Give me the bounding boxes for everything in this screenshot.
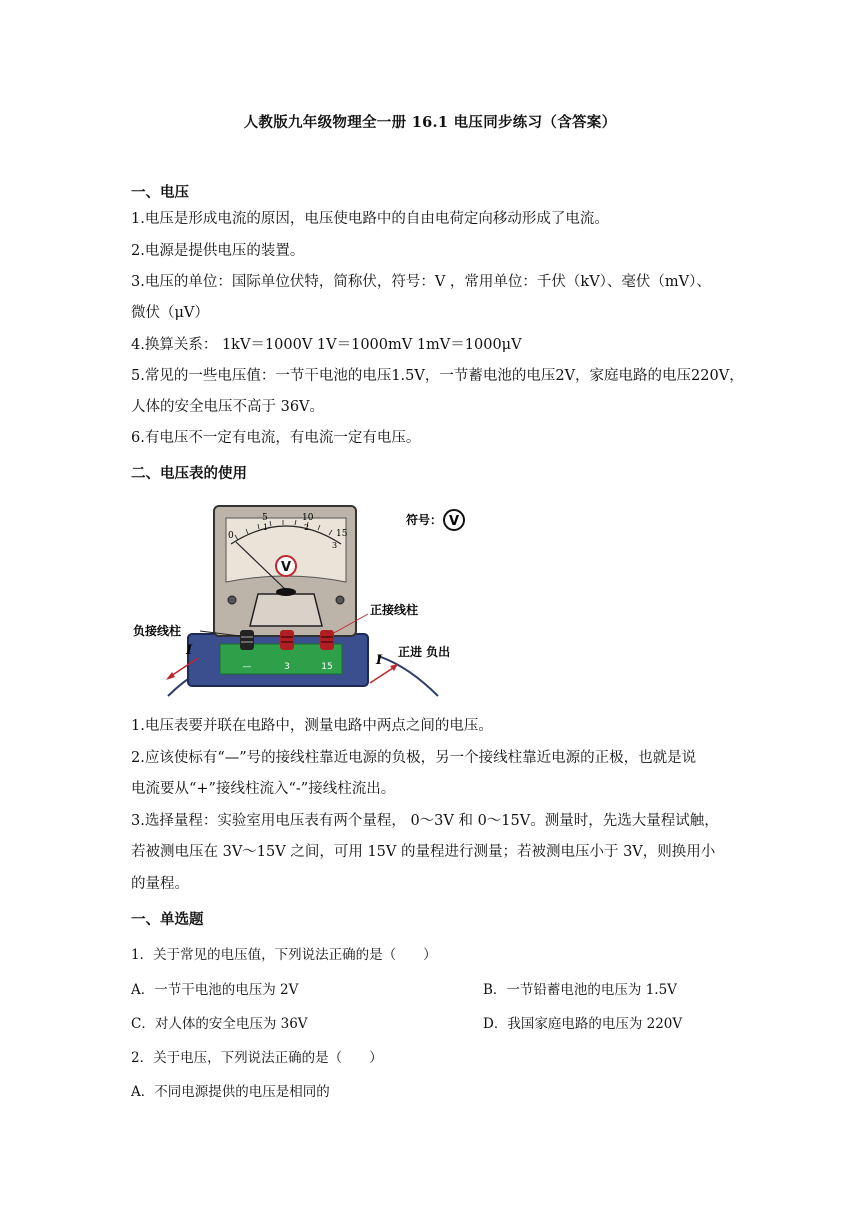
- terminal-mark: 3: [284, 662, 290, 672]
- section-heading-voltmeter-usage: 二、电压表的使用: [131, 465, 247, 482]
- document-title: 人教版九年级物理全一册 16.1 电压同步练习（含答案）: [243, 114, 617, 131]
- symbol-letter: V: [448, 514, 460, 529]
- paragraph-line: 微伏（μV）: [131, 305, 209, 321]
- terminal-15v: [320, 630, 334, 650]
- paragraph-line: 2.电源是提供电压的装置。: [131, 243, 305, 259]
- scale-label: 3: [332, 541, 338, 550]
- scale-label: 1: [263, 523, 269, 532]
- paragraph-line: 4.换算关系： 1kV＝1000V 1V＝1000mV 1mV＝1000μV: [131, 337, 522, 353]
- scale-label: 10: [302, 513, 314, 523]
- paragraph-line: 若被测电压在 3V～15V 之间，可用 15V 的量程进行测量；若被测电压小于 3V，则换用小: [131, 844, 716, 860]
- question-stem: 1．关于常见的电压值，下列说法正确的是（ ）: [131, 947, 437, 963]
- paragraph-line: 人体的安全电压不高于 36V。: [131, 399, 325, 415]
- negative-terminal-label: 负接线柱: [133, 624, 182, 638]
- paragraph-line: 1.电压表要并联在电路中，测量电路中两点之间的电压。: [131, 718, 493, 734]
- zero-adjuster: [250, 594, 322, 626]
- negative-terminal: [240, 630, 254, 650]
- paragraph-line: 1.电压是形成电流的原因，电压使电路中的自由电荷定向移动形成了电流。: [131, 211, 609, 227]
- meter-letter: V: [280, 560, 292, 575]
- paragraph-line: 6.有电压不一定有电流，有电流一定有电压。: [131, 430, 421, 446]
- question-stem: 2．关于电压，下列说法正确的是（ ）: [131, 1050, 383, 1066]
- section-heading-single-choice: 一、单选题: [131, 911, 204, 928]
- paragraph-line: 3.电压的单位：国际单位伏特，简称伏，符号：V ，常用单位：千伏（kV）、毫伏（mV）、: [131, 274, 711, 290]
- terminal-mark: —: [242, 662, 252, 672]
- scale-label: 15: [336, 529, 348, 539]
- scale-label: 5: [262, 513, 268, 523]
- positive-terminal-label: 正接线柱: [370, 603, 419, 617]
- scale-label: 0: [228, 531, 234, 541]
- scale-label: 2: [304, 523, 310, 532]
- voltmeter-illustration: [128, 496, 488, 708]
- paragraph-line: 电流要从“+”接线柱流入“-”接线柱流出。: [131, 781, 396, 797]
- terminal-mark: 15: [321, 662, 333, 672]
- paragraph-line: 2.应该使标有“—”号的接线柱靠近电源的负极，另一个接线柱靠近电源的正极，也就是说: [131, 750, 697, 766]
- question-option: C．对人体的安全电压为 36V: [131, 1016, 308, 1032]
- terminal-3v: [280, 630, 294, 650]
- section-heading-voltage: 一、电压: [131, 184, 189, 201]
- current-direction-label: 正进 负出: [398, 645, 451, 659]
- current-label: I: [186, 643, 193, 658]
- question-option: D．我国家庭电路的电压为 220V: [483, 1016, 683, 1032]
- question-option: B．一节铅蓄电池的电压为 1.5V: [483, 982, 677, 998]
- symbol-label: 符号：: [406, 513, 443, 527]
- question-option: A．一节干电池的电压为 2V: [131, 982, 299, 998]
- paragraph-line: 5.常见的一些电压值：一节干电池的电压1.5V，一节蓄电池的电压2V，家庭电路的电压220V，: [131, 368, 744, 384]
- paragraph-line: 3.选择量程：实验室用电压表有两个量程， 0～3V 和 0～15V。测量时，先选大量程试触，: [131, 813, 719, 829]
- paragraph-line: 的量程。: [131, 876, 189, 892]
- question-option: A．不同电源提供的电压是相同的: [131, 1084, 330, 1100]
- current-label: I: [376, 653, 383, 668]
